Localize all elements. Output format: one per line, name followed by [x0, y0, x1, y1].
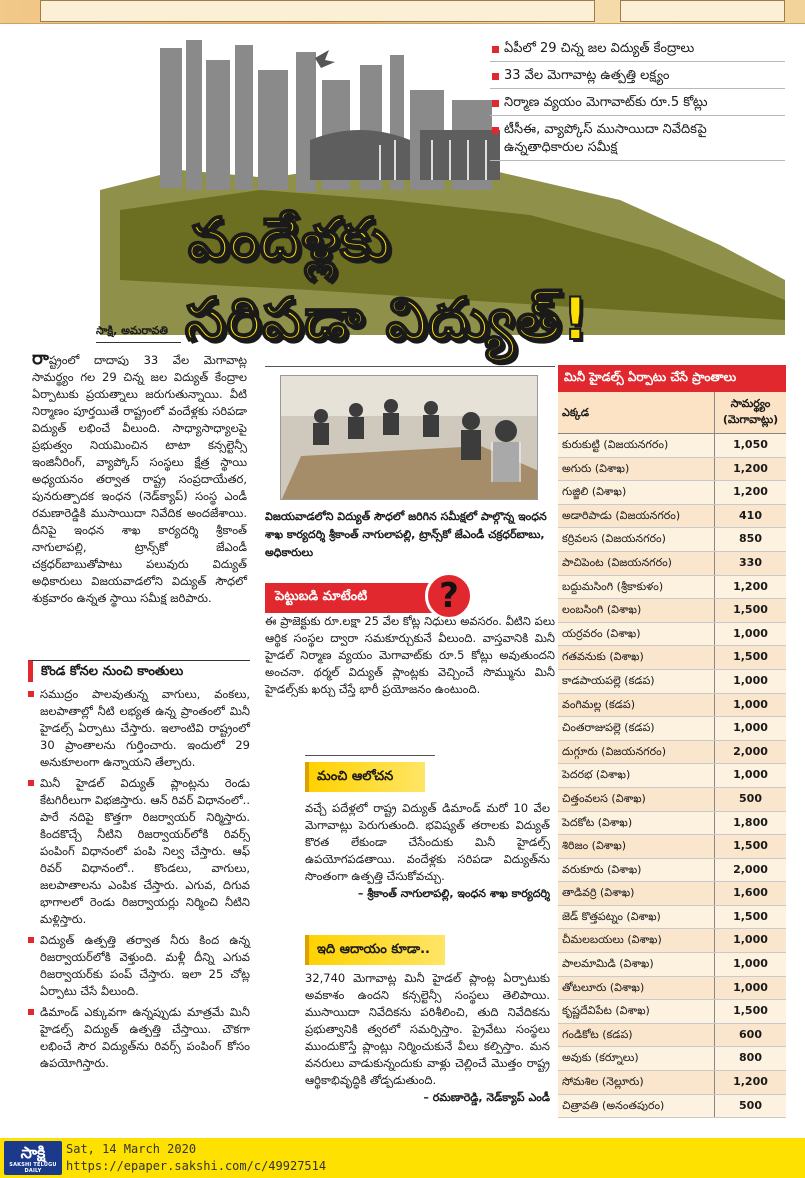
table-row	[558, 1071, 786, 1095]
table-row	[558, 1047, 786, 1071]
capacity-cell: 1,000	[714, 929, 786, 952]
konda-bullet: డిమాండ్ ఎక్కువగా ఉన్నప్పుడు మాత్రమే మినీ హైడల్స్ విద్యుత్ ఉత్పత్తి చేస్తాయి. చౌకగా లభించే సౌర విద్యుత్‌ను రివర్స్ పంపింగ్ కోసం ఉపయోగిస్తారు.	[28, 1004, 250, 1072]
capacity-cell: 1,000	[714, 670, 786, 693]
place-cell: కర్రివలస (విజయనగరం)	[562, 532, 666, 546]
idea-text: వచ్చే పదేళ్లలో రాష్ట్ర విద్యుత్ డిమాండ్ మరో 10 వేల మెగావాట్లు పెరుగుతుంది. భవిష్యత్ తరాలకు విద్యుత్ కొరత లేకుండా చేసేందుకు మినీ హైడల్స్ ఉపయోగపడతాయి. వందేళ్లకు సరిపడా విద్యుత్‌ను సొంతంగా ఉత్పత్తి చేసుకోవచ్చు.	[305, 801, 550, 883]
idea-heading: మంచి ఆలోచన	[305, 762, 425, 792]
intro-paragraph	[32, 350, 247, 607]
idea-signature: – శ్రీకాంత్ నాగులాపల్లి, ఇంధన శాఖ కార్యదర్శి	[357, 887, 550, 900]
question-mark-icon: ?	[425, 572, 473, 620]
capacity-cell: 600	[714, 1024, 786, 1047]
table-row	[558, 528, 786, 552]
table-row	[558, 1095, 786, 1119]
capacity-cell: 1,200	[714, 458, 786, 481]
table-row	[558, 458, 786, 482]
place-cell: పాలమామిడి (విశాఖ)	[562, 957, 654, 971]
place-cell: చింతరాజుపల్లె (కడప)	[562, 721, 655, 735]
place-cell: అగురు (విశాఖ)	[562, 461, 630, 475]
place-cell: లంబసింగి (విశాఖ)	[562, 603, 642, 617]
income-heading: ఇది ఆదాయం కూడా..	[305, 935, 445, 965]
konda-bullets	[28, 686, 250, 1076]
capacity-cell: 850	[714, 528, 786, 551]
capacity-cell: 1,600	[714, 882, 786, 905]
table-row	[558, 788, 786, 812]
place-cell: తోటలూరు (విశాఖ)	[562, 980, 645, 994]
highlight-bullet: నిర్మాణ వ్యయం మెగావాట్‌కు రూ.5 కోట్లు	[490, 94, 785, 116]
capacity-cell: 1,500	[714, 646, 786, 669]
table-row	[558, 694, 786, 718]
capacity-cell: 1,500	[714, 906, 786, 929]
capacity-cell: 1,500	[714, 599, 786, 622]
place-cell: కురుకుట్టి (విజయనగరం)	[562, 438, 669, 451]
table-row	[558, 1000, 786, 1024]
col-place-header: ఎక్కడ	[562, 406, 590, 419]
place-cell: దుగ్గూరు (విజయనగరం)	[562, 744, 666, 758]
table-row	[558, 882, 786, 906]
table-row	[558, 1024, 786, 1048]
place-cell: కృష్ణదేవిపేట (విశాఖ)	[562, 1004, 650, 1018]
table-row	[558, 670, 786, 694]
capacity-cell: 1,200	[714, 481, 786, 504]
logo-text: సాక్షి	[20, 1143, 46, 1162]
place-cell: గుజ్జిలి (విశాఖ)	[562, 485, 627, 499]
place-cell: అడారిపాడు (విజయనగరం)	[562, 508, 681, 522]
capacity-cell: 1,000	[714, 953, 786, 976]
table-row	[558, 741, 786, 765]
epaper-link[interactable]: https://epaper.sakshi.com/c/49927514	[66, 1159, 327, 1173]
locations-table	[558, 365, 786, 1118]
highlight-bullet: టీసీఈ, వ్యాప్కోస్ ముసాయిదా నివేదికపై ఉన్నతాధికారుల సమీక్ష	[490, 121, 785, 161]
table-title: మినీ హైడల్స్ ఏర్పాటు చేసే ప్రాంతాలు	[558, 365, 786, 392]
place-cell: చీమలబయలు (విశాఖ)	[562, 933, 662, 947]
intro-text: ష్ట్రంలో దాదాపు 33 వేల మెగావాట్ల సామర్థ్యం గల 29 చిన్న జల విద్యుత్ కేంద్రాల ఏర్పాటుకు ప్రయత్నాలు జరుగుతున్నాయి. వీటి నిర్మాణం పూర్తయితే రాష్ట్రంలో వందేళ్లకు సరిపడా విద్యుత్ లభించే వీలుంది. సాధ్యాసాధ్యాలపై ప్రభుత్వం నియమించిన టాటా కన్సల్టెన్సీ ఇంజినీరింగ్, వ్యాప్కోస్ సంస్థలు క్షేత్ర స్థాయి అధ్యయనం తర్వాత రాష్ట్ర సంప్రదాయేతర, పునరుత్పాదక ఇంధన (నెడ్‌క్యాప్) సంస్థ ఎండీ రమణారెడ్డికి ముసాయిదా నివేదిక అందజేశాయి. దీనిపై ఇంధన శాఖ కార్యదర్శి శ్రీకాంత్ నాగులాపల్లి, ట్రాన్స్‌కో జేఎండీ చక్రధర్‌బాబుతోపాటు పలువురు విద్యుత్ అధికారులు విజయవాడలోని విద్యుత్ సౌధలో శుక్రవారం ఉన్నత స్థాయి సమీక్ష జరిపారు.	[32, 353, 247, 605]
konda-bullet: సముద్రం పాలవుతున్న వాగులు, వంకలు, జలపాతాల్లో నీటి లభ్యత ఉన్న ప్రాంతంలో మినీ హైడల్స్ ఏర్పాటు చేస్తారు. ఇలాంటివి రాష్ట్రంలో 30 ప్రాంతాలను గుర్తించారు. ఇందులో 29 అనుకూలంగా ఉన్నాయని తేల్చారు.	[28, 686, 250, 771]
capacity-cell: 2,000	[714, 741, 786, 764]
table-row	[558, 929, 786, 953]
konda-heading: కొండ కోనల నుంచి కాంతులు	[28, 660, 250, 682]
capacity-cell: 800	[714, 1047, 786, 1070]
income-box	[305, 970, 550, 1106]
capacity-cell: 500	[714, 1095, 786, 1118]
capacity-cell: 330	[714, 552, 786, 575]
table-body	[558, 434, 786, 1118]
table-row	[558, 953, 786, 977]
table-row	[558, 434, 786, 458]
capacity-cell: 1,500	[714, 835, 786, 858]
capacity-cell: 1,000	[714, 977, 786, 1000]
divider	[265, 366, 555, 367]
table-row	[558, 623, 786, 647]
divider	[305, 755, 435, 756]
place-cell: పెదకోట (విశాఖ)	[562, 815, 633, 829]
table-header	[558, 392, 786, 434]
place-cell: శిరిజం (విశాఖ)	[562, 839, 627, 853]
table-row	[558, 977, 786, 1001]
highlight-bullet: ఏపీలో 29 చిన్న జల విద్యుత్ కేంద్రాలు	[490, 40, 785, 62]
place-cell: చిత్తంవలస (విశాఖ)	[562, 791, 646, 805]
idea-box	[305, 800, 550, 902]
capacity-cell: 1,500	[714, 1000, 786, 1023]
place-cell: బద్దుమసింగి (శ్రీకాకుళం)	[562, 579, 664, 593]
place-cell: సోమశిల (నెల్లూరు)	[562, 1075, 644, 1089]
income-signature: – రమణారెడ్డి, నెడ్‌క్యాప్ ఎండీ	[423, 1091, 550, 1104]
capacity-cell: 1,200	[714, 576, 786, 599]
headline-line-1: వందేళ్లకు	[188, 205, 392, 273]
col-capacity-header: సామర్థ్యం (మెగావాట్లు)	[714, 392, 786, 433]
sakshi-logo	[4, 1141, 62, 1175]
photo-caption: విజయవాడలోని విద్యుత్ సౌధలో జరిగిన సమీక్షలో పాల్గొన్న ఇంధన శాఖ కార్యదర్శి శ్రీకాంత్ నాగులాపల్లి, ట్రాన్స్‌కో జేఎండీ చక్రధర్‌బాబు, అధికారులు	[265, 510, 547, 559]
place-cell: గండికోట (కడప)	[562, 1027, 633, 1041]
table-row	[558, 906, 786, 930]
capacity-cell: 1,000	[714, 623, 786, 646]
place-cell: పాచిపెంట (విజయనగరం)	[562, 555, 672, 569]
table-row	[558, 576, 786, 600]
table-row	[558, 552, 786, 576]
edition-date: Sat, 14 March 2020	[66, 1142, 197, 1156]
table-row	[558, 505, 786, 529]
capacity-cell: 1,050	[714, 434, 786, 457]
place-cell: చిత్రావతి (అనంతపురం)	[562, 1098, 665, 1112]
footer-bar	[0, 1138, 805, 1178]
table-row	[558, 646, 786, 670]
highlight-bullet: 33 వేల మెగావాట్ల ఉత్పత్తి లక్ష్యం	[490, 67, 785, 89]
capacity-cell: 500	[714, 788, 786, 811]
capacity-cell: 1,000	[714, 764, 786, 787]
place-cell: పెదరభ (విశాఖ)	[562, 768, 631, 782]
headline-line-2: సరిపడా విద్యుత్!	[185, 285, 590, 353]
table-row	[558, 835, 786, 859]
table-row	[558, 859, 786, 883]
place-cell: వరుకూరు (విశాఖ)	[562, 862, 642, 876]
byline-divider	[96, 342, 181, 343]
logo-subtitle: SAKSHI TELUGU DAILY	[9, 1162, 57, 1174]
capacity-cell: 1,000	[714, 717, 786, 740]
place-cell: వంగిమల్ల (కడప)	[562, 697, 636, 711]
table-row	[558, 764, 786, 788]
highlight-bullets	[490, 40, 785, 166]
byline: సాక్షి, అమరావతి	[96, 324, 168, 337]
place-cell: జెడ్ కొత్తపట్నం (విశాఖ)	[562, 909, 661, 923]
meeting-photo	[280, 375, 538, 500]
capacity-cell: 2,000	[714, 859, 786, 882]
investment-heading: పెట్టుబడి మాటేంటి	[265, 583, 465, 613]
place-cell: తాడివర్రి (విశాఖ)	[562, 886, 635, 900]
place-cell: యర్రవరం (విశాఖ)	[562, 626, 641, 640]
table-row	[558, 812, 786, 836]
capacity-cell: 1,800	[714, 812, 786, 835]
dropcap: రా	[32, 348, 49, 369]
place-cell: గతవనుకు (విశాఖ)	[562, 650, 644, 664]
capacity-cell: 1,200	[714, 1071, 786, 1094]
investment-text: ఈ ప్రాజెక్టుకు రూ.లక్షా 25 వేల కోట్ల నిధులు అవసరం. వీటిని పలు ఆర్థిక సంస్థల ద్వారా సమకూర్చుకునే వీలుంది. వాస్తవానికి మినీ హైడల్ నిర్మాణ వ్యయం మెగావాట్‌కు రూ.5 కోట్లు అవుతుందని అంచనా. థర్మల్ విద్యుత్ ప్లాంట్లకు వెచ్చించే సొమ్మును మినీ హైడల్స్‌కు ఖర్చు చేస్తే భారీ ప్రయోజనం ఉంటుంది.	[265, 614, 555, 696]
place-cell: అవుకు (కర్నూలు)	[562, 1051, 639, 1065]
capacity-cell: 1,000	[714, 694, 786, 717]
table-row	[558, 599, 786, 623]
table-row	[558, 481, 786, 505]
income-text: 32,740 మెగావాట్ల మినీ హైడల్ ప్లాంట్ల ఏర్పాటుకు అవకాశం ఉందని కన్సల్టెన్సీ సంస్థలు తెలిపాయి. ముసాయిదా నివేదికను పరిశీలించి, తుది నివేదికను ప్రభుత్వానికి త్వరలో సమర్పిస్తాం. ప్రైవేటు సంస్థలు ముందుకొస్తే ప్లాంట్లు నిర్మించుకునే వీలు కల్పిస్తాం. మన వనరులు వాడుకున్నందుకు వాళ్లు చెల్లించే మొత్తం రాష్ట్ర ఆర్థికాభివృద్ధికి తోడ్పడుతుంది.	[305, 971, 550, 1087]
capacity-cell: 410	[714, 505, 786, 528]
konda-bullet: విద్యుత్ ఉత్పత్తి తర్వాత నీరు కింద ఉన్న రిజర్వాయర్‌లోకి వెళ్తుంది. మళ్లీ దీన్ని ఎగువ రిజర్వాయర్‌కు పంప్ చేస్తారు. ఇలా 25 చోట్ల ఏర్పాటు చేసే వీలుంది.	[28, 932, 250, 1000]
table-row	[558, 717, 786, 741]
konda-bullet: మినీ హైడల్ విద్యుత్ ప్లాంట్లను రెండు కేటగిరీలుగా విభజిస్తారు. ఆన్ రివర్ విధానంలో.. పారే నదిపై కొత్తగా రిజర్వాయర్ నిర్మిస్తారు. కిందకొచ్చే నీటిని రిజర్వాయర్‌లోకి రివర్స్ పంపింగ్ విధానంలో పంపి నిల్వ చేస్తారు. ఆఫ్ రివర్ విధానంలో.. కొండలు, వాగులు, జలపాతాలను ఎంపిక చేస్తారు. ఎగువ, దిగువ భాగాలలో రెండు రిజర్వాయర్లు నిర్మించి నీటిని మళ్లిస్తారు.	[28, 775, 250, 928]
place-cell: కాడపాయపల్లె (కడప)	[562, 673, 655, 687]
meeting-photo-image	[281, 376, 538, 500]
previous-article-strip	[0, 0, 805, 24]
